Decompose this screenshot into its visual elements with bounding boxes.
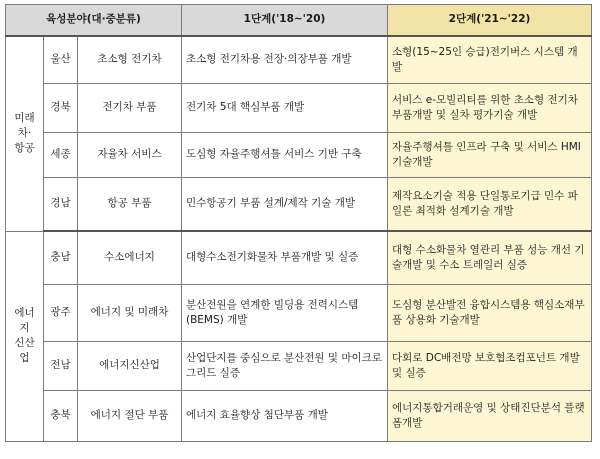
header-phase2: 2단계('21~'22) (388, 5, 592, 37)
header-phase1: 1단계('18~'20) (182, 5, 388, 37)
phase1-cell: 대형수소전기화물차 부품개발 및 실증 (182, 231, 388, 285)
phase2-cell: 소형(15~25인 승급)전기버스 시스템 개발 (388, 36, 592, 84)
phase2-cell: 다회로 DC배전망 보호협조컴포넌트 개발 및 실증 (388, 342, 592, 391)
sector-cell: 수소에너지 (78, 231, 182, 285)
industry-phase-table (5, 4, 592, 442)
phase1-cell: 산업단지를 중심으로 분산전원 및 마이크로그리드 실증 (182, 342, 388, 391)
region-cell: 세종 (44, 133, 78, 178)
region-cell: 전남 (44, 342, 78, 391)
phase2-cell: 제작요소기술 적용 단일통로기급 민수 파일론 최적화 설계기술 개발 (388, 178, 592, 232)
table-row (6, 178, 592, 232)
table-row (6, 391, 592, 442)
phase1-cell: 초소형 전기차용 전장·의장부품 개발 (182, 36, 388, 84)
phase2-cell: 서비스 e-모빌리티를 위한 초소형 전기차 부품개발 및 실차 평가기술 개발 (388, 84, 592, 133)
phase2-cell: 자율주행셔틀 인프라 구축 및 서비스 HMI 기술개발 (388, 133, 592, 178)
header-category: 육성분야(대·중분류) (6, 5, 182, 37)
group-label: 미래차· 항공 (6, 36, 44, 231)
phase1-cell: 분산전원을 연계한 빌딩용 전력시스템(BEMS) 개발 (182, 285, 388, 342)
phase1-cell: 도심형 자율주행셔틀 서비스 기반 구축 (182, 133, 388, 178)
table-row (6, 84, 592, 133)
sector-cell: 전기차 부품 (78, 84, 182, 133)
region-cell: 울산 (44, 36, 78, 84)
phase1-cell: 전기차 5대 핵심부품 개발 (182, 84, 388, 133)
sector-cell: 에너지신산업 (78, 342, 182, 391)
table-row (6, 285, 592, 342)
sector-cell: 자율차 서비스 (78, 133, 182, 178)
region-cell: 경북 (44, 84, 78, 133)
region-cell: 충북 (44, 391, 78, 442)
phase1-cell: 민수항공기 부품 설계/제작 기술 개발 (182, 178, 388, 232)
table-row (6, 342, 592, 391)
phase2-cell: 도심형 분산발전 융합시스템용 핵심소재부품 상용화 기술개발 (388, 285, 592, 342)
phase2-cell: 대형 수소화물차 열관리 부품 성능 개선 기술개발 및 수소 트레일러 실증 (388, 231, 592, 285)
phase2-cell: 에너지통합거래운영 및 상태진단분석 플랫폼개발 (388, 391, 592, 442)
sector-cell: 초소형 전기차 (78, 36, 182, 84)
sector-cell: 에너지 절단 부품 (78, 391, 182, 442)
table-row (6, 133, 592, 178)
phase1-cell: 에너지 효율향상 첨단부품 개발 (182, 391, 388, 442)
table-row (6, 231, 592, 285)
region-cell: 경남 (44, 178, 78, 232)
sector-cell: 항공 부품 (78, 178, 182, 232)
region-cell: 광주 (44, 285, 78, 342)
group-label: 에너지 신산업 (6, 231, 44, 442)
sector-cell: 에너지 및 미래차 (78, 285, 182, 342)
region-cell: 충남 (44, 231, 78, 285)
table-row (6, 36, 592, 84)
table-header-row (6, 5, 592, 37)
